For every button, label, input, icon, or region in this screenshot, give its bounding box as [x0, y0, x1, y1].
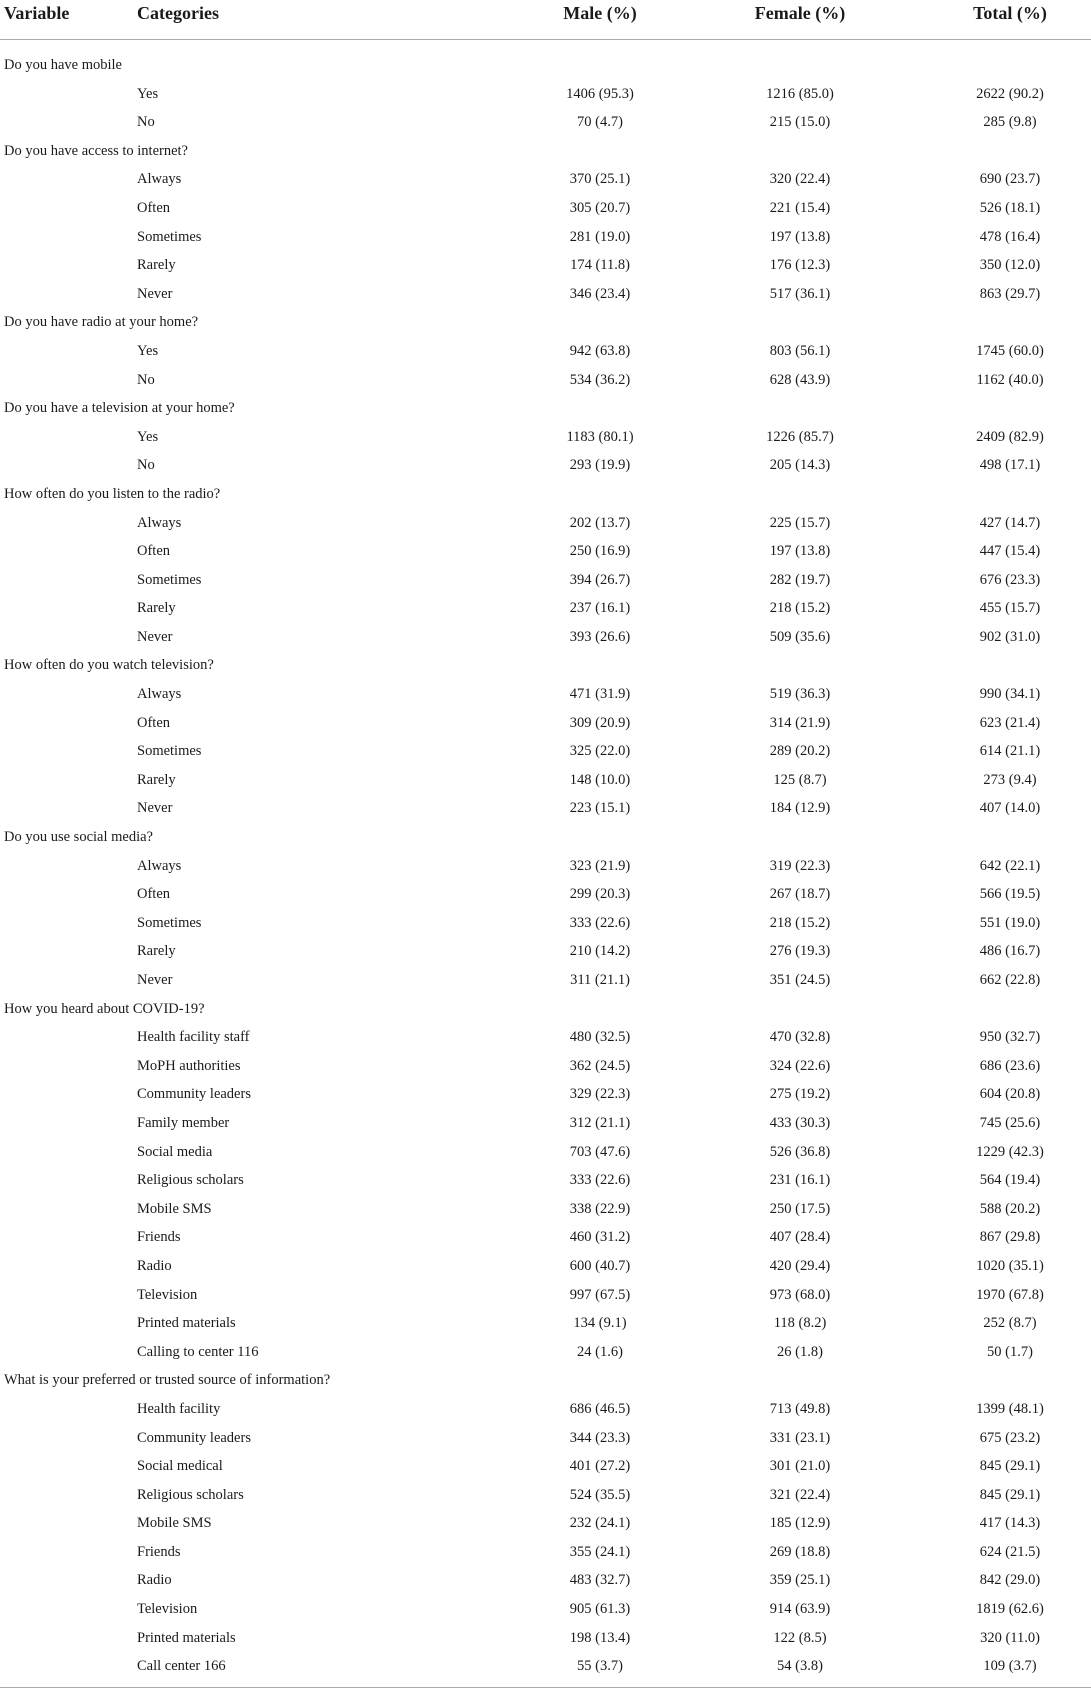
male-cell: 1406 (95.3): [566, 85, 634, 102]
female-cell: 26 (1.8): [777, 1343, 823, 1360]
category-cell: Rarely: [137, 943, 176, 960]
male-cell: 293 (19.9): [569, 457, 631, 474]
male-cell: 394 (26.7): [569, 571, 631, 588]
total-cell: 662 (22.8): [979, 972, 1041, 988]
category-cell: Never: [137, 972, 173, 988]
total-cell: 845 (29.1): [979, 1486, 1041, 1503]
table-row: [0, 1223, 1091, 1252]
male-cell: 333 (22.6): [569, 914, 631, 931]
section-row: [0, 651, 1091, 680]
section-row: [0, 1366, 1091, 1395]
table-row: [0, 766, 1091, 795]
male-cell: 460 (31.2): [569, 1229, 631, 1246]
section-title: Do you use social media?: [4, 829, 153, 846]
female-cell: 526 (36.8): [769, 1143, 831, 1160]
male-cell: 905 (61.3): [569, 1601, 631, 1618]
total-cell: 526 (18.1): [979, 199, 1041, 216]
total-cell: 427 (14.7): [979, 514, 1041, 531]
table-row: [0, 1195, 1091, 1224]
category-cell: Friends: [137, 1229, 181, 1246]
section-title: Do you have mobile: [4, 57, 122, 73]
total-cell: 675 (23.2): [979, 1429, 1041, 1446]
total-cell: 1162 (40.0): [976, 371, 1044, 388]
table-row: [0, 794, 1091, 823]
category-cell: Community leaders: [137, 1086, 251, 1103]
table-row: [0, 1052, 1091, 1081]
female-cell: 218 (15.2): [769, 600, 831, 617]
category-cell: Sometimes: [137, 914, 202, 931]
category-cell: Printed materials: [137, 1315, 236, 1332]
male-cell: 70 (4.7): [577, 114, 623, 131]
total-cell: 863 (29.7): [979, 285, 1041, 302]
table-row: [0, 1566, 1091, 1595]
table-row: [0, 509, 1091, 538]
female-cell: 184 (12.9): [769, 800, 831, 817]
male-cell: 997 (67.5): [569, 1286, 631, 1303]
category-cell: Social media: [137, 1143, 213, 1160]
category-cell: Religious scholars: [137, 1172, 244, 1189]
table-row: [0, 623, 1091, 652]
header-variable: Variable: [4, 3, 70, 23]
male-cell: 134 (9.1): [573, 1315, 627, 1332]
table-row: [0, 1652, 1091, 1681]
header-male: Male (%): [563, 3, 637, 23]
female-cell: 320 (22.4): [769, 171, 831, 188]
table-row: [0, 880, 1091, 909]
female-cell: 275 (19.2): [769, 1086, 831, 1103]
female-cell: 351 (24.5): [769, 972, 831, 988]
total-cell: 350 (12.0): [979, 257, 1041, 274]
male-cell: 480 (32.5): [569, 1029, 631, 1046]
female-cell: 176 (12.3): [769, 257, 831, 274]
male-cell: 1183 (80.1): [566, 428, 634, 445]
female-cell: 519 (36.3): [769, 686, 831, 703]
male-cell: 309 (20.9): [569, 714, 631, 731]
female-cell: 407 (28.4): [769, 1229, 831, 1246]
table-row: [0, 251, 1091, 280]
table-row: [0, 594, 1091, 623]
female-cell: 331 (23.1): [769, 1429, 831, 1446]
male-cell: 323 (21.9): [569, 857, 631, 874]
female-cell: 221 (15.4): [769, 199, 831, 216]
bottom-rule: [0, 1687, 1091, 1688]
male-cell: 281 (19.0): [569, 228, 631, 245]
table-row: [0, 1138, 1091, 1167]
female-cell: 319 (22.3): [769, 857, 831, 874]
category-cell: Never: [137, 800, 173, 817]
category-cell: Often: [137, 199, 171, 216]
table-row: [0, 1281, 1091, 1310]
table-row: [0, 337, 1091, 366]
female-cell: 215 (15.0): [769, 114, 831, 131]
category-cell: No: [137, 457, 155, 474]
male-cell: 311 (21.1): [570, 972, 630, 988]
female-cell: 713 (49.8): [769, 1400, 831, 1417]
table-row: [0, 1338, 1091, 1367]
male-cell: 471 (31.9): [569, 686, 631, 703]
category-cell: Radio: [137, 1257, 172, 1274]
total-cell: 950 (32.7): [979, 1029, 1041, 1046]
female-cell: 118 (8.2): [773, 1315, 827, 1332]
total-cell: 455 (15.7): [979, 600, 1041, 617]
male-cell: 24 (1.6): [577, 1343, 623, 1360]
male-cell: 202 (13.7): [569, 514, 631, 531]
total-cell: 407 (14.0): [979, 800, 1041, 817]
category-cell: Television: [137, 1286, 198, 1303]
total-cell: 50 (1.7): [987, 1343, 1033, 1360]
male-cell: 333 (22.6): [569, 1172, 631, 1189]
table-row: [0, 852, 1091, 881]
table-row: [0, 108, 1091, 137]
category-cell: Always: [137, 171, 182, 188]
female-cell: 1216 (85.0): [766, 85, 834, 102]
female-cell: 470 (32.8): [769, 1029, 831, 1046]
section-row: [0, 823, 1091, 852]
female-cell: 301 (21.0): [769, 1458, 831, 1475]
category-cell: Always: [137, 857, 182, 874]
table-row: [0, 451, 1091, 480]
male-cell: 483 (32.7): [569, 1572, 631, 1589]
table-row: [0, 737, 1091, 766]
female-cell: 197 (13.8): [769, 228, 831, 245]
male-cell: 55 (3.7): [577, 1658, 623, 1675]
female-cell: 267 (18.7): [769, 886, 831, 903]
total-cell: 1970 (67.8): [976, 1286, 1044, 1303]
total-cell: 109 (3.7): [983, 1658, 1037, 1675]
table-row: [0, 1309, 1091, 1338]
total-cell: 320 (11.0): [980, 1629, 1040, 1646]
table-row: [0, 80, 1091, 109]
table-row: [0, 709, 1091, 738]
category-cell: Religious scholars: [137, 1486, 244, 1503]
total-cell: 498 (17.1): [979, 457, 1041, 474]
total-cell: 2622 (90.2): [976, 85, 1044, 102]
table-row: [0, 1481, 1091, 1510]
table-row: [0, 280, 1091, 309]
total-cell: 867 (29.8): [979, 1229, 1041, 1246]
female-cell: 1226 (85.7): [766, 428, 834, 445]
table-row: [0, 165, 1091, 194]
table-row: [0, 194, 1091, 223]
male-cell: 223 (15.1): [569, 800, 631, 817]
section-row: [0, 480, 1091, 509]
total-cell: 273 (9.4): [983, 771, 1037, 788]
total-cell: 285 (9.8): [983, 114, 1037, 131]
table-row: [0, 566, 1091, 595]
table-row: [0, 1509, 1091, 1538]
category-cell: No: [137, 371, 155, 388]
table-header: [0, 0, 1091, 42]
female-cell: 231 (16.1): [769, 1172, 831, 1189]
female-cell: 122 (8.5): [773, 1629, 827, 1646]
category-cell: Rarely: [137, 257, 176, 274]
table-row: [0, 366, 1091, 395]
female-cell: 125 (8.7): [773, 771, 827, 788]
header-categories: Categories: [137, 3, 219, 23]
male-cell: 942 (63.8): [569, 342, 631, 359]
category-cell: Often: [137, 886, 171, 903]
male-cell: 325 (22.0): [569, 743, 631, 760]
total-cell: 1745 (60.0): [976, 342, 1044, 359]
category-cell: Rarely: [137, 771, 176, 788]
male-cell: 338 (22.9): [569, 1200, 631, 1217]
table-row: [0, 1080, 1091, 1109]
section-title: Do you have radio at your home?: [4, 314, 199, 331]
section-title: Do you have access to internet?: [4, 142, 188, 159]
male-cell: 299 (20.3): [569, 886, 631, 903]
total-cell: 564 (19.4): [979, 1172, 1041, 1189]
total-cell: 486 (16.7): [979, 943, 1041, 960]
category-cell: Printed materials: [137, 1629, 236, 1646]
female-cell: 433 (30.3): [769, 1114, 831, 1131]
female-cell: 517 (36.1): [769, 285, 831, 302]
male-cell: 355 (24.1): [569, 1543, 631, 1560]
table-body: [0, 51, 1091, 1681]
total-cell: 676 (23.3): [979, 571, 1041, 588]
female-cell: 205 (14.3): [769, 457, 831, 474]
female-cell: 276 (19.3): [769, 943, 831, 960]
total-cell: 745 (25.6): [979, 1114, 1041, 1131]
table-row: [0, 1109, 1091, 1138]
category-cell: Television: [137, 1601, 198, 1618]
male-cell: 600 (40.7): [569, 1257, 631, 1274]
section-row: [0, 394, 1091, 423]
section-title: How often do you watch television?: [4, 657, 214, 674]
total-cell: 1819 (62.6): [976, 1601, 1044, 1618]
male-cell: 198 (13.4): [569, 1629, 631, 1646]
section-row: [0, 51, 1091, 80]
male-cell: 344 (23.3): [569, 1429, 631, 1446]
table-row: [0, 1595, 1091, 1624]
section-title: How you heard about COVID-19?: [4, 1000, 205, 1017]
table-row: [0, 966, 1091, 995]
section-title: Do you have a television at your home?: [4, 400, 235, 417]
category-cell: Sometimes: [137, 228, 202, 245]
table-row: [0, 1395, 1091, 1424]
male-cell: 524 (35.5): [569, 1486, 631, 1503]
male-cell: 686 (46.5): [569, 1400, 631, 1417]
male-cell: 370 (25.1): [569, 171, 631, 188]
female-cell: 289 (20.2): [769, 743, 831, 760]
total-cell: 686 (23.6): [979, 1057, 1041, 1074]
male-cell: 232 (24.1): [569, 1515, 631, 1532]
female-cell: 250 (17.5): [769, 1200, 831, 1217]
category-cell: Never: [137, 628, 173, 645]
category-cell: No: [137, 114, 155, 131]
female-cell: 509 (35.6): [769, 628, 831, 645]
header-rule: [0, 39, 1091, 40]
table-row: [0, 1252, 1091, 1281]
category-cell: Health facility: [137, 1400, 221, 1417]
table-row: [0, 1538, 1091, 1567]
total-cell: 990 (34.1): [979, 686, 1041, 703]
total-cell: 623 (21.4): [979, 714, 1041, 731]
category-cell: Sometimes: [137, 571, 202, 588]
female-cell: 314 (21.9): [769, 714, 831, 731]
table-row: [0, 1452, 1091, 1481]
female-cell: 973 (68.0): [769, 1286, 831, 1303]
section-row: [0, 137, 1091, 166]
male-cell: 401 (27.2): [569, 1458, 631, 1475]
total-cell: 566 (19.5): [979, 886, 1041, 903]
male-cell: 393 (26.6): [569, 628, 631, 645]
total-cell: 447 (15.4): [979, 543, 1041, 560]
category-cell: Yes: [137, 342, 159, 359]
category-cell: Never: [137, 285, 173, 302]
table-row: [0, 423, 1091, 452]
male-cell: 362 (24.5): [569, 1057, 631, 1074]
category-cell: Always: [137, 686, 182, 703]
category-cell: MoPH authorities: [137, 1057, 241, 1074]
female-cell: 359 (25.1): [769, 1572, 831, 1589]
total-cell: 902 (31.0): [979, 628, 1041, 645]
total-cell: 478 (16.4): [979, 228, 1041, 245]
category-cell: Sometimes: [137, 743, 202, 760]
total-cell: 588 (20.2): [979, 1200, 1041, 1217]
category-cell: Calling to center 116: [137, 1343, 259, 1360]
category-cell: Family member: [137, 1114, 230, 1131]
male-cell: 346 (23.4): [569, 285, 631, 302]
category-cell: Always: [137, 514, 182, 531]
total-cell: 624 (21.5): [979, 1543, 1041, 1560]
total-cell: 642 (22.1): [979, 857, 1041, 874]
female-cell: 185 (12.9): [769, 1515, 831, 1532]
male-cell: 329 (22.3): [569, 1086, 631, 1103]
female-cell: 269 (18.8): [769, 1543, 831, 1560]
category-cell: Friends: [137, 1543, 181, 1560]
total-cell: 690 (23.7): [979, 171, 1041, 188]
section-row: [0, 995, 1091, 1024]
female-cell: 321 (22.4): [769, 1486, 831, 1503]
total-cell: 2409 (82.9): [976, 428, 1044, 445]
category-cell: Rarely: [137, 600, 176, 617]
male-cell: 148 (10.0): [569, 771, 631, 788]
male-cell: 534 (36.2): [569, 371, 631, 388]
table-row: [0, 1424, 1091, 1453]
total-cell: 614 (21.1): [979, 743, 1041, 760]
female-cell: 914 (63.9): [769, 1601, 831, 1618]
male-cell: 312 (21.1): [569, 1114, 631, 1131]
female-cell: 420 (29.4): [769, 1257, 831, 1274]
female-cell: 803 (56.1): [769, 342, 831, 359]
category-cell: Yes: [137, 428, 159, 445]
category-cell: Radio: [137, 1572, 172, 1589]
category-cell: Yes: [137, 85, 159, 102]
table-row: [0, 937, 1091, 966]
total-cell: 604 (20.8): [979, 1086, 1041, 1103]
total-cell: 1399 (48.1): [976, 1400, 1044, 1417]
male-cell: 237 (16.1): [569, 600, 631, 617]
table-row: [0, 1166, 1091, 1195]
male-cell: 703 (47.6): [569, 1143, 631, 1160]
female-cell: 324 (22.6): [769, 1057, 831, 1074]
total-cell: 1229 (42.3): [976, 1143, 1044, 1160]
total-cell: 842 (29.0): [979, 1572, 1041, 1589]
table-row: [0, 1624, 1091, 1653]
table-row: [0, 537, 1091, 566]
table-row: [0, 223, 1091, 252]
table-row: [0, 680, 1091, 709]
female-cell: 54 (3.8): [777, 1658, 823, 1675]
header-total: Total (%): [973, 3, 1047, 23]
total-cell: 845 (29.1): [979, 1458, 1041, 1475]
section-row: [0, 308, 1091, 337]
header-female: Female (%): [754, 3, 846, 23]
category-cell: Community leaders: [137, 1429, 251, 1446]
category-cell: Often: [137, 543, 171, 560]
female-cell: 225 (15.7): [769, 514, 831, 531]
total-cell: 1020 (35.1): [976, 1257, 1044, 1274]
category-cell: Social medical: [137, 1458, 223, 1475]
category-cell: Mobile SMS: [137, 1515, 212, 1532]
table-row: [0, 909, 1091, 938]
total-cell: 252 (8.7): [983, 1315, 1037, 1332]
section-title: How often do you listen to the radio?: [4, 485, 221, 502]
female-cell: 218 (15.2): [769, 914, 831, 931]
category-cell: Call center 166: [137, 1658, 226, 1675]
female-cell: 197 (13.8): [769, 543, 831, 560]
category-cell: Health facility staff: [137, 1029, 250, 1046]
category-cell: Mobile SMS: [137, 1200, 212, 1217]
male-cell: 174 (11.8): [570, 257, 630, 274]
table-row: [0, 1023, 1091, 1052]
category-cell: Often: [137, 714, 171, 731]
male-cell: 250 (16.9): [569, 543, 631, 560]
male-cell: 305 (20.7): [569, 199, 631, 216]
total-cell: 551 (19.0): [979, 914, 1041, 931]
total-cell: 417 (14.3): [979, 1515, 1041, 1532]
section-title: What is your preferred or trusted source of information?: [4, 1372, 331, 1389]
female-cell: 628 (43.9): [769, 371, 831, 388]
male-cell: 210 (14.2): [569, 943, 631, 960]
female-cell: 282 (19.7): [769, 571, 831, 588]
